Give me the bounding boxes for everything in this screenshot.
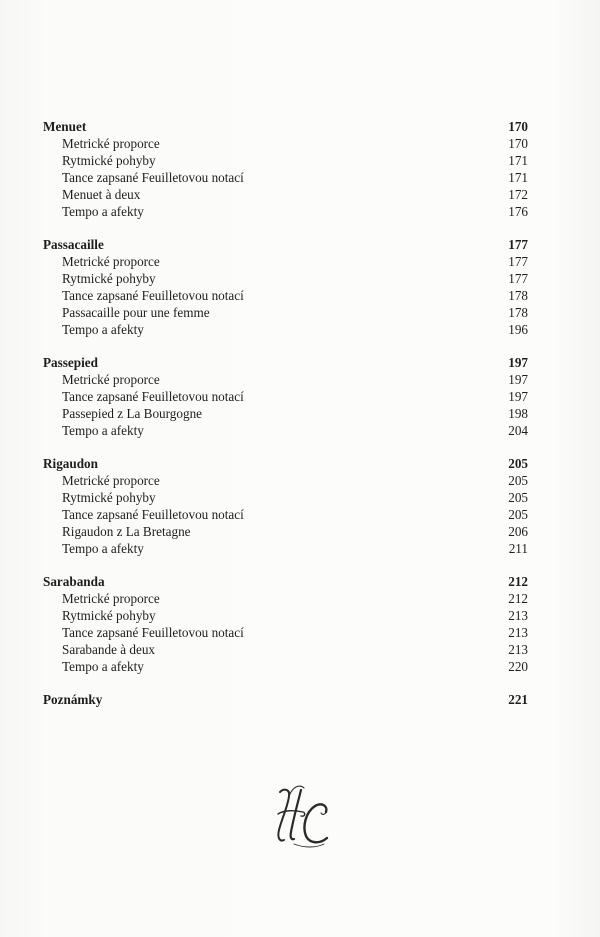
entry-title: Passepied z La Bourgogne — [62, 406, 203, 421]
entry-title: Metrické proporce — [62, 591, 160, 606]
toc-entry — [43, 540, 528, 557]
toc-entry — [43, 203, 528, 220]
entry-title: Rytmické pohyby — [62, 608, 156, 623]
entry-page-number: 197 — [508, 389, 528, 404]
section-title: Menuet — [43, 119, 87, 134]
entry-title: Rytmické pohyby — [62, 490, 156, 505]
entry-title: Tempo a afekty — [62, 541, 144, 556]
toc-entry — [43, 607, 528, 624]
toc-entry — [43, 641, 528, 658]
entry-page-number: 197 — [508, 372, 528, 387]
entry-page-number: 213 — [508, 642, 528, 657]
entry-title: Metrické proporce — [62, 372, 160, 387]
entry-title: Tempo a afekty — [62, 423, 144, 438]
entry-page-number: 212 — [508, 591, 528, 606]
entry-page-number: 171 — [508, 170, 528, 185]
section-title: Sarabanda — [43, 574, 105, 589]
toc-entry — [43, 135, 528, 152]
toc-section-heading — [43, 573, 528, 590]
toc-section — [43, 354, 528, 439]
toc-entry — [43, 472, 528, 489]
toc-entry — [43, 321, 528, 338]
toc-entry — [43, 624, 528, 641]
section-page-number: 170 — [508, 119, 528, 134]
toc-entry — [43, 253, 528, 270]
section-page-number: 177 — [508, 237, 528, 252]
entry-title: Passacaille pour une femme — [62, 305, 210, 320]
table-of-contents — [43, 118, 528, 724]
section-page-number: 197 — [508, 355, 528, 370]
toc-entry — [43, 304, 528, 321]
toc-entry — [43, 169, 528, 186]
toc-section-heading — [43, 455, 528, 472]
entry-title: Rytmické pohyby — [62, 271, 156, 286]
entry-page-number: 213 — [508, 608, 528, 623]
toc-entry — [43, 506, 528, 523]
entry-title: Tempo a afekty — [62, 322, 144, 337]
entry-title: Tance zapsané Feuilletovou notací — [62, 170, 244, 185]
entry-title: Tempo a afekty — [62, 204, 144, 219]
entry-title: Rigaudon z La Bretagne — [62, 524, 191, 539]
entry-page-number: 204 — [508, 423, 528, 438]
entry-page-number: 176 — [508, 204, 528, 219]
toc-section — [43, 455, 528, 557]
entry-page-number: 205 — [508, 490, 528, 505]
entry-page-number: 196 — [508, 322, 528, 337]
toc-section-heading — [43, 691, 528, 708]
entry-page-number: 170 — [508, 136, 528, 151]
entry-page-number: 213 — [508, 625, 528, 640]
toc-entry — [43, 523, 528, 540]
entry-page-number: 177 — [508, 271, 528, 286]
section-title: Rigaudon — [43, 456, 98, 471]
entry-page-number: 178 — [508, 288, 528, 303]
toc-entry — [43, 422, 528, 439]
toc-section — [43, 691, 528, 708]
entry-page-number: 178 — [508, 305, 528, 320]
entry-title: Metrické proporce — [62, 136, 160, 151]
toc-entry — [43, 590, 528, 607]
entry-title: Tance zapsané Feuilletovou notací — [62, 389, 244, 404]
toc-entry — [43, 152, 528, 169]
section-page-number: 221 — [508, 692, 528, 707]
toc-section-heading — [43, 236, 528, 253]
toc-entry — [43, 388, 528, 405]
entry-title: Sarabande à deux — [62, 642, 156, 657]
entry-page-number: 206 — [508, 524, 528, 539]
section-page-number: 205 — [508, 456, 528, 471]
entry-title: Rytmické pohyby — [62, 153, 156, 168]
toc-entry — [43, 287, 528, 304]
entry-page-number: 211 — [508, 541, 528, 556]
section-page-number: 212 — [508, 574, 528, 589]
entry-title: Metrické proporce — [62, 254, 160, 269]
entry-title: Metrické proporce — [62, 473, 160, 488]
toc-entry — [43, 270, 528, 287]
toc-section-heading — [43, 118, 528, 135]
toc-section — [43, 573, 528, 675]
entry-page-number: 198 — [508, 406, 528, 421]
entry-page-number: 171 — [508, 153, 528, 168]
toc-entry — [43, 186, 528, 203]
hc-monogram-icon — [270, 782, 336, 852]
entry-title: Tance zapsané Feuilletovou notací — [62, 507, 244, 522]
entry-page-number: 205 — [508, 473, 528, 488]
section-title: Passepied — [43, 355, 98, 370]
entry-title: Tempo a afekty — [62, 659, 144, 674]
section-title: Poznámky — [43, 692, 103, 707]
toc-entry — [43, 489, 528, 506]
toc-entry — [43, 371, 528, 388]
toc-entry — [43, 405, 528, 422]
section-title: Passacaille — [43, 237, 104, 252]
entry-title: Menuet à deux — [62, 187, 141, 202]
toc-section — [43, 118, 528, 220]
entry-page-number: 220 — [508, 659, 528, 674]
entry-title: Tance zapsané Feuilletovou notací — [62, 288, 244, 303]
entry-title: Tance zapsané Feuilletovou notací — [62, 625, 244, 640]
toc-section — [43, 236, 528, 338]
toc-section-heading — [43, 354, 528, 371]
entry-page-number: 172 — [508, 187, 528, 202]
entry-page-number: 205 — [508, 507, 528, 522]
entry-page-number: 177 — [508, 254, 528, 269]
toc-entry — [43, 658, 528, 675]
